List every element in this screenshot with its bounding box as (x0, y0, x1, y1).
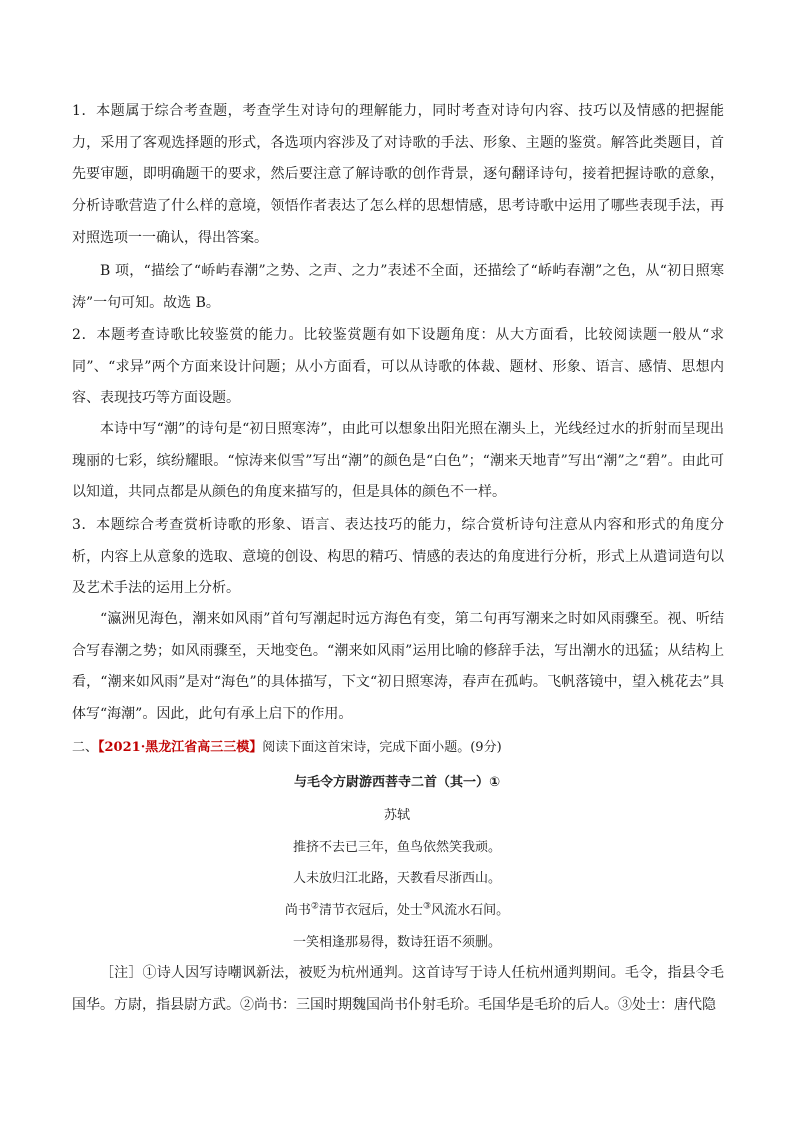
annotation-note: ［注］①诗人因写诗嘲讽新法，被贬为杭州通判。这首诗写于诗人任杭州通判期间。毛令，指县令毛国华。方尉，指县尉方武。②尚书：三国时期魏国尚书仆射毛玠。毛国华是毛玠的后人。③处士：唐代隐 (72, 965, 724, 1013)
poem-line-3 (0, 899, 794, 918)
poem-note-mark-2: ② (310, 901, 319, 912)
poem-line-3-part-b: 清节衣冠后，处士 (318, 903, 423, 918)
poem-line-2: 人未放归江北路，天教看尽浙西山。 (292, 871, 501, 886)
poem-line-3-part-a: 尚书 (284, 903, 311, 918)
poem-title-text: 与毛令方尉游西菩寺二首（其一） (293, 775, 489, 790)
answer-1-paragraph: 1．本题属于综合考查题，考查学生对诗句的理解能力，同时考查对诗句内容、技巧以及情感的把握能力，采用了客观选择题的形式，各选项内容涉及了对诗歌的手法、形象、主题的鉴赏。解答此类题目，首先要审题，即明确题干的要求，然后要注意了解诗歌的创作背景，逐句翻译诗句，接着把握诗歌的意象，分析诗歌营造了什么样的意境，领悟作者表达了怎么样的思想情感，思考诗歌中运用了哪些表现手法，再对照选项一一确认，得出答案。 (72, 103, 724, 246)
answer-1-choice-paragraph: B 项，“描绘了“峤屿春潮”之势、之声、之力”表述不全面，还描绘了“峤屿春潮”之色，从“初日照寒涛”一句可知。故选 B。 (72, 263, 724, 311)
answer-3-analysis-paragraph: “瀛洲见海色，潮来如风雨”首句写潮起时远方海色有变，第二句再写潮来之时如风雨骤至。视、听结合写春潮之势；如风雨骤至，天地变色。“潮来如风雨”运用比喻的修辞手法，写出潮水的迅猛；从结构上看，“潮来如风雨”是对“海色”的具体描写，下文“初日照寒涛，春声在孤屿。飞帆落镜中，望入桃花去”具体写“海潮”。因此，此句有承上启下的作用。 (72, 611, 724, 723)
poem-line-3-part-c: 风流水石间。 (431, 903, 510, 918)
poem-line-1: 推挤不去已三年，鱼鸟依然笑我顽。 (292, 840, 501, 855)
poem-title-note-mark: ① (489, 775, 501, 790)
poem-title (0, 771, 794, 790)
source-tag: 【2021·黑龙江省高三三模】 (98, 740, 263, 755)
section-instruction: 阅读下面这首宋诗，完成下面小题。(9分) (262, 740, 502, 755)
section-heading (72, 738, 724, 758)
answer-2-paragraph: 2．本题考查诗歌比较鉴赏的能力。比较鉴赏题有如下设题角度：从大方面看，比较阅读题一般从“求同”、“求异”两个方面来设计问题；从小方面看，可以从诗歌的体裁、题材、形象、语言、感情、思想内容、表现技巧等方面设题。 (72, 327, 724, 407)
answer-2-analysis-paragraph: 本诗中写“潮”的诗句是“初日照寒涛”，由此可以想象出阳光照在潮头上，光线经过水的折射而呈现出瑰丽的七彩，缤纷耀眼。“惊涛来似雪”写出“潮”的颜色是“白色”；“潮来天地青”写出“潮”之“碧”。由此可以知道，共同点都是从颜色的角度来描写的，但是具体的颜色不一样。 (72, 421, 724, 501)
poem-note-mark-3: ③ (423, 901, 432, 912)
answer-3-paragraph: 3．本题综合考查赏析诗歌的形象、语言、表达技巧的能力，综合赏析诗句注意从内容和形式的角度分析，内容上从意象的选取、意境的创设、构思的精巧、情感的表达的角度进行分析，形式上从遣词造句以及艺术手法的运用上分析。 (72, 517, 724, 597)
poem-author: 苏轼 (383, 808, 410, 823)
section-prefix: 二、 (72, 740, 99, 755)
poem-line-4: 一笑相逢那易得，数诗狂语不须删。 (292, 935, 501, 950)
